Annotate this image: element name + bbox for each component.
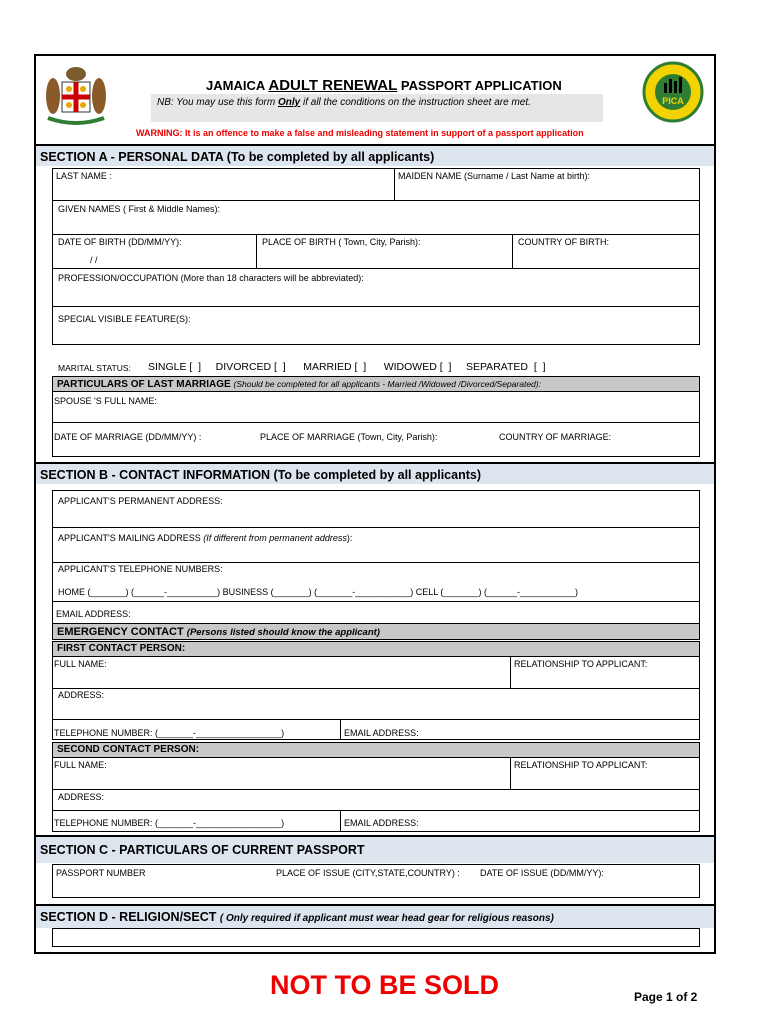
religion-sect-field[interactable]: [52, 928, 700, 947]
country-of-marriage-label: COUNTRY OF MARRIAGE:: [499, 432, 612, 442]
place-of-marriage-label: PLACE OF MARRIAGE (Town, City, Parish):: [260, 432, 438, 442]
coat-of-arms-icon: [40, 62, 112, 128]
marital-status-options[interactable]: SINGLE [ ] DIVORCED [ ] MARRIED [ ] WIDOWED [ ] SEPARATED [ ]: [148, 361, 546, 373]
first-contact-address-field[interactable]: [52, 688, 700, 720]
first-contact-relationship-label: RELATIONSHIP TO APPLICANT:: [514, 659, 648, 669]
first-contact-email-label: EMAIL ADDRESS:: [344, 728, 419, 738]
first-contact-full-name-label: FULL NAME:: [54, 659, 107, 669]
emergency-contact-header: EMERGENCY CONTACT (Persons listed should know the applicant): [52, 623, 700, 640]
nb-note: NB: You may use this form Only if all the conditions on the instruction sheet are met.: [151, 94, 603, 122]
second-contact-email-label: EMAIL ADDRESS:: [344, 818, 419, 828]
date-of-marriage-label: DATE OF MARRIAGE (DD/MM/YY) :: [54, 432, 202, 442]
place-of-birth-label: PLACE OF BIRTH ( Town, City, Parish):: [262, 237, 421, 247]
maiden-name-label: MAIDEN NAME (Surname / Last Name at birth):: [398, 171, 591, 181]
telephone-numbers-label: APPLICANT'S TELEPHONE NUMBERS:: [58, 564, 223, 574]
marital-status-label: MARITAL STATUS:: [58, 363, 131, 373]
country-of-birth-label: COUNTRY OF BIRTH:: [518, 237, 610, 247]
email-label: EMAIL ADDRESS:: [56, 609, 131, 619]
last-name-label: LAST NAME :: [56, 171, 112, 181]
section-b-title: SECTION B - CONTACT INFORMATION (To be completed by all applicants): [36, 462, 714, 484]
spouse-name-label: SPOUSE 'S FULL NAME:: [54, 396, 157, 406]
not-to-be-sold-text: NOT TO BE SOLD: [270, 970, 500, 1000]
last-marriage-header: PARTICULARS OF LAST MARRIAGE (Should be completed for all applicants - Married /Widowed /Divorced/Separated):: [52, 376, 700, 392]
dob-blank: / /: [90, 255, 98, 265]
page-number: Page 1 of 2: [634, 990, 698, 1004]
given-names-label: GIVEN NAMES ( First & Middle Names):: [58, 204, 221, 214]
form-header: [36, 56, 714, 144]
passport-number-label: PASSPORT NUMBER: [56, 868, 146, 878]
place-of-issue-label: PLACE OF ISSUE (CITY,STATE,COUNTRY) :: [276, 868, 460, 878]
form-title: JAMAICA ADULT RENEWAL PASSPORT APPLICATION: [206, 77, 562, 94]
second-contact-header: SECOND CONTACT PERSON:: [52, 742, 700, 758]
special-features-label: SPECIAL VISIBLE FEATURE(S):: [58, 314, 191, 324]
second-contact-address-field[interactable]: [52, 789, 700, 811]
first-contact-address-label: ADDRESS:: [58, 690, 105, 700]
second-contact-relationship-label: RELATIONSHIP TO APPLICANT:: [514, 760, 648, 770]
phones-line[interactable]: HOME (_______) (______-__________) BUSINESS (_______) (_______-___________) CELL (_______) (______-___________): [58, 587, 579, 597]
email-field[interactable]: [52, 601, 700, 624]
dob-label: DATE OF BIRTH (DD/MM/YY):: [58, 237, 182, 247]
last-name-field[interactable]: [52, 168, 700, 201]
date-of-issue-label: DATE OF ISSUE (DD/MM/YY):: [480, 868, 604, 878]
section-c-title: SECTION C - PARTICULARS OF CURRENT PASSPORT: [36, 835, 714, 863]
section-d-title: SECTION D - RELIGION/SECT ( Only required if applicant must wear head gear for religious reasons): [36, 904, 714, 928]
form-title-main: ADULT RENEWAL: [268, 77, 398, 94]
mailing-address-label: APPLICANT'S MAILING ADDRESS (If different from permanent address):: [58, 533, 353, 543]
pica-logo-text: PICA: [662, 96, 684, 106]
first-contact-header: FIRST CONTACT PERSON:: [52, 641, 700, 657]
warning-text: WARNING: It is an offence to make a false and misleading statement in support of a passport application: [136, 128, 584, 138]
special-features-field[interactable]: [52, 306, 700, 345]
pica-logo-icon: [642, 61, 704, 123]
second-contact-address-label: ADDRESS:: [58, 792, 105, 802]
section-a-title: SECTION A - PERSONAL DATA (To be completed by all applicants): [36, 144, 714, 166]
second-contact-telephone-label: TELEPHONE NUMBER: (_______-_________________): [54, 818, 285, 828]
second-contact-full-name-label: FULL NAME:: [54, 760, 107, 770]
first-contact-telephone-label: TELEPHONE NUMBER: (_______-_________________): [54, 728, 285, 738]
profession-label: PROFESSION/OCCUPATION (More than 18 characters will be abbreviated):: [58, 273, 364, 283]
permanent-address-label: APPLICANT'S PERMANENT ADDRESS:: [58, 496, 223, 506]
passport-form: [34, 54, 716, 954]
